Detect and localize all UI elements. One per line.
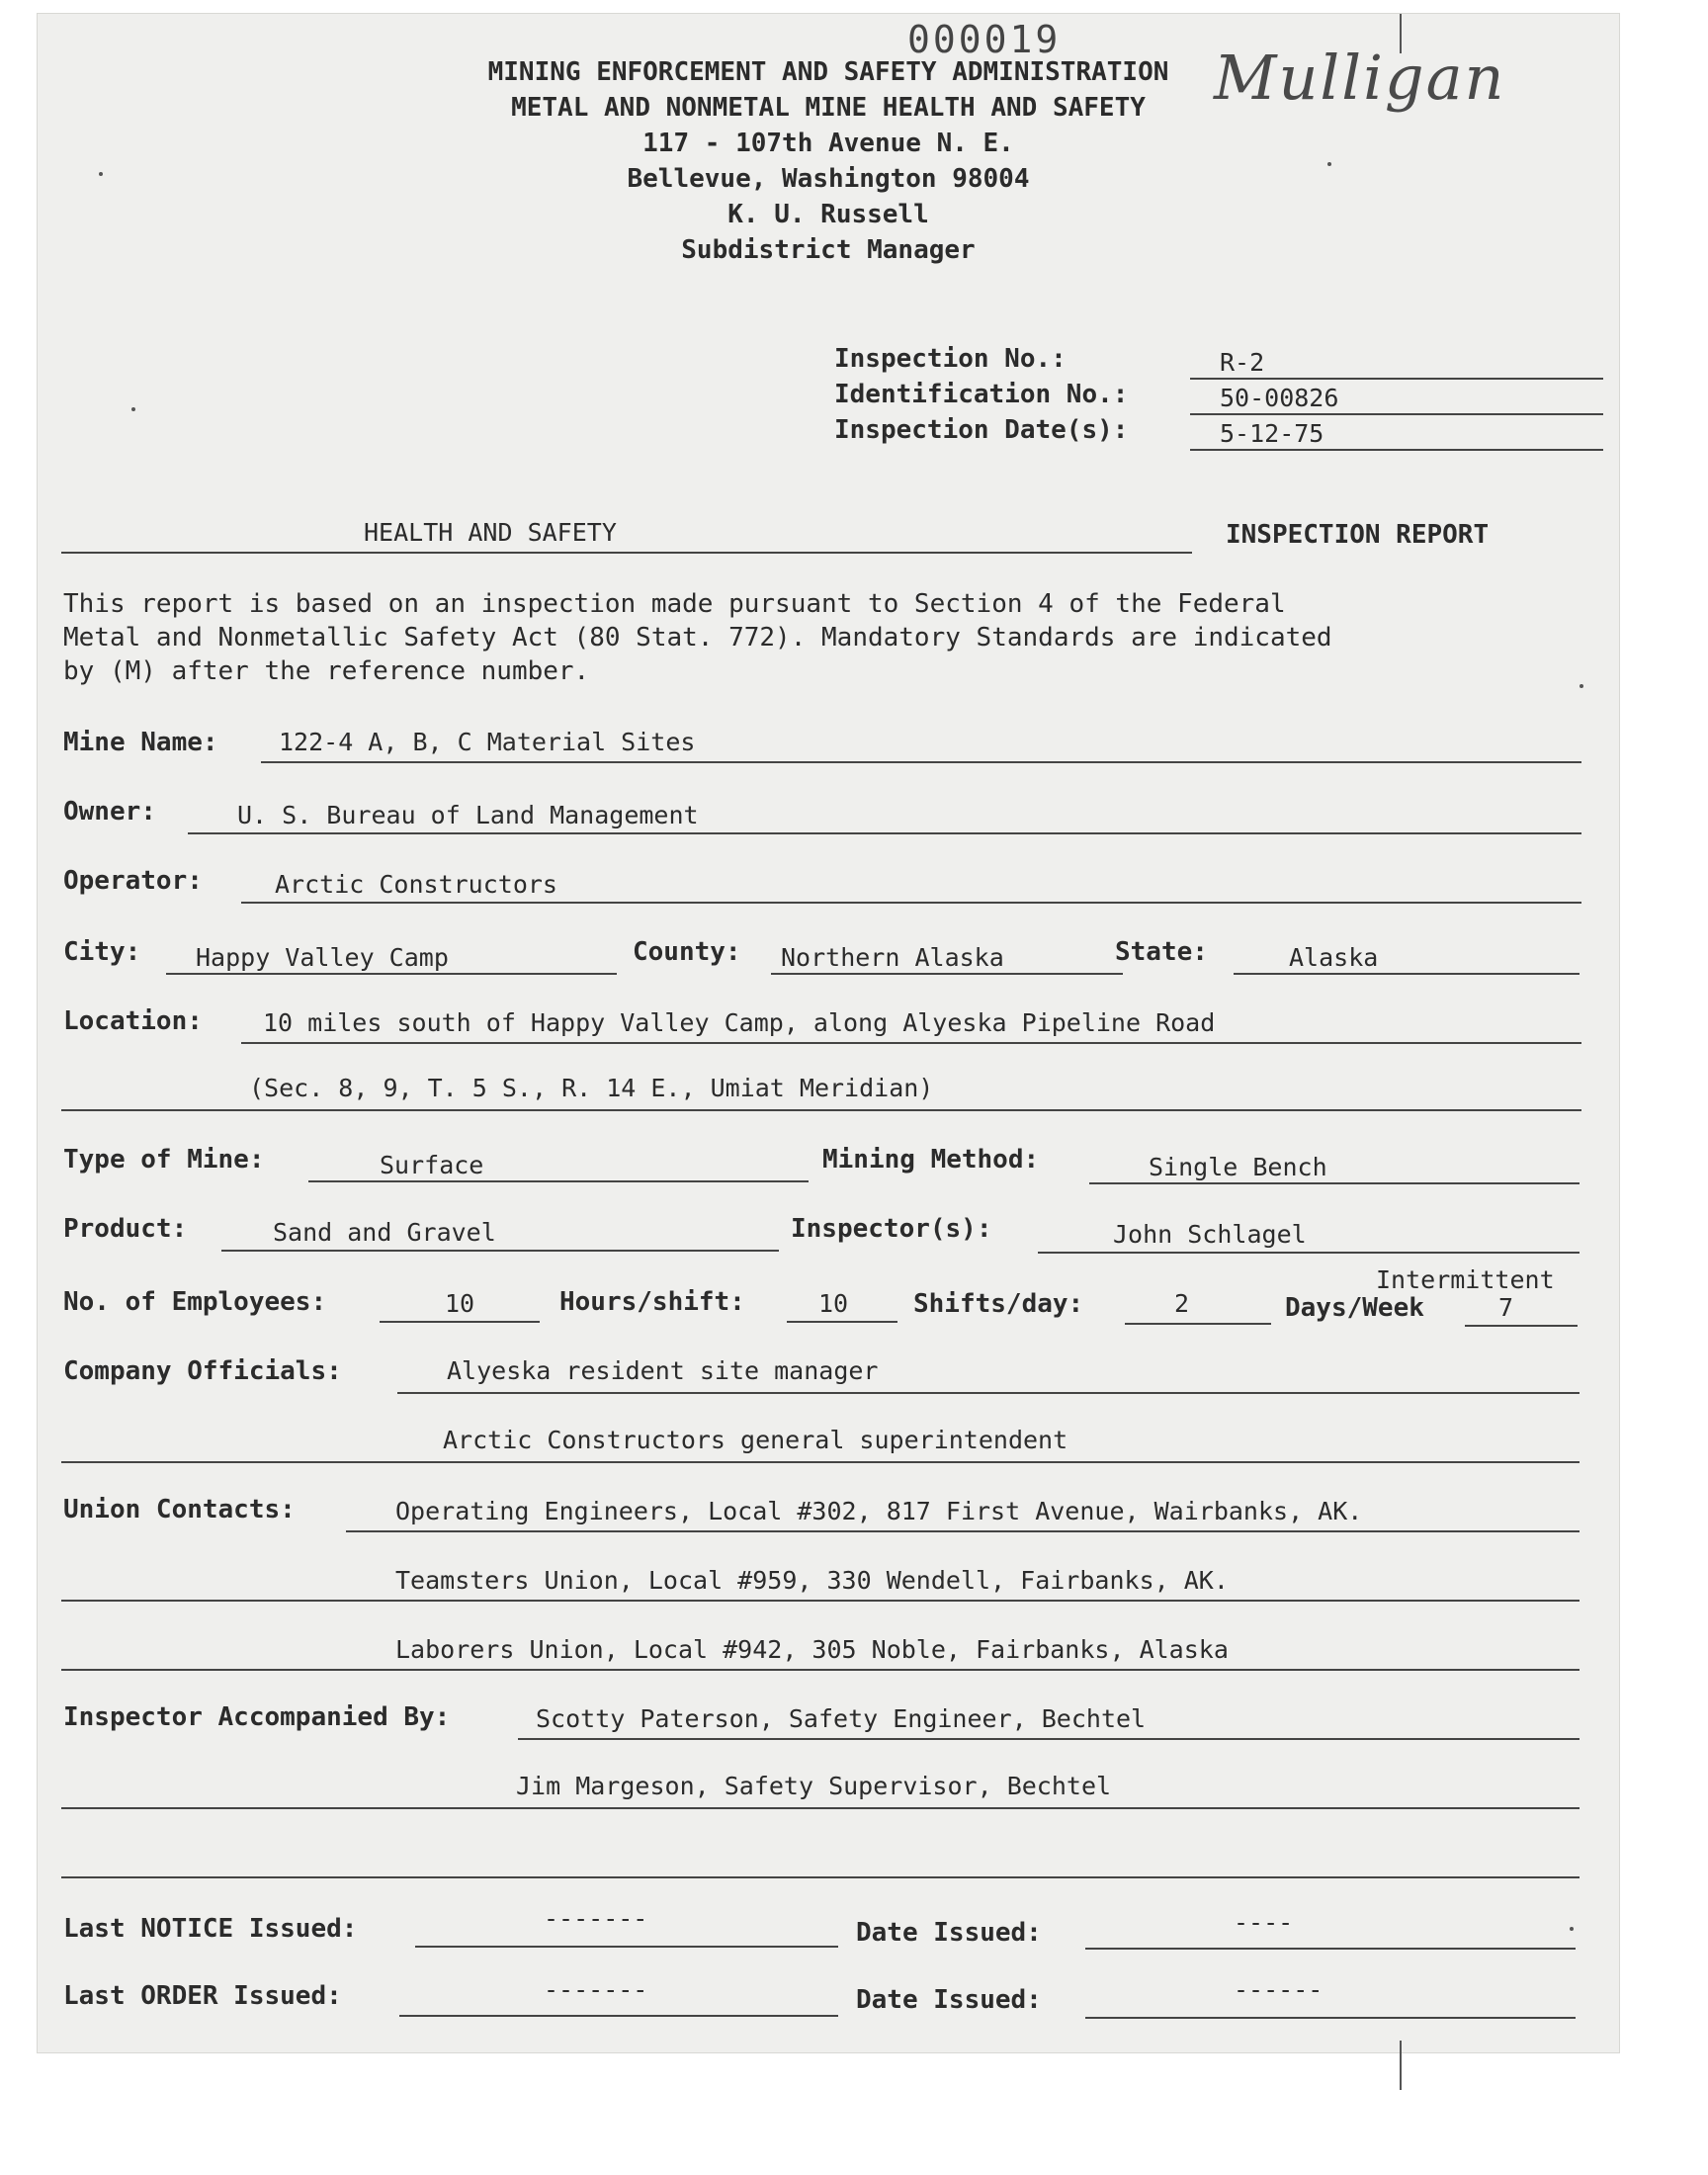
county-label: County: [633,937,741,967]
city-address: Bellevue, Washington 98004 [627,164,1030,194]
union-contact-3: Laborers Union, Local #942, 305 Noble, Fairbanks, Alaska [395,1635,1229,1664]
identification-no-value: 50-00826 [1220,384,1339,412]
product-label: Product: [63,1214,188,1244]
scan-speck [1570,1927,1574,1931]
last-notice-value: ------- [544,1904,648,1933]
mine-name-value: 122-4 A, B, C Material Sites [279,728,696,756]
days-note: Intermittent [1376,1265,1555,1294]
scan-speck [131,407,135,411]
manager-title: Subdistrict Manager [681,235,976,265]
intro-line-2: Metal and Nonmetallic Safety Act (80 Stat. 772). Mandatory Standards are indicated [63,623,1332,652]
intro-line-1: This report is based on an inspection made pursuant to Section 4 of the Federal [63,589,1286,619]
document-stamp-number: 000019 [907,18,1062,61]
identification-no-label: Identification No.: [834,380,1129,409]
union-label: Union Contacts: [63,1495,296,1524]
city-label: City: [63,937,141,967]
inspectors-label: Inspector(s): [791,1214,992,1244]
owner-label: Owner: [63,797,156,826]
accompanied-2: Jim Margeson, Safety Supervisor, Bechtel [516,1772,1112,1800]
official-2: Arctic Constructors general superintendent [443,1426,1068,1454]
state-value: Alaska [1289,943,1379,972]
official-1: Alyeska resident site manager [447,1356,879,1385]
last-order-label: Last ORDER Issued: [63,1981,342,2011]
location-label: Location: [63,1006,203,1036]
order-date-value: ------ [1234,1975,1324,2004]
hours-label: Hours/shift: [559,1287,745,1317]
mine-name-label: Mine Name: [63,728,218,757]
days-label: Days/Week [1285,1293,1424,1323]
division-name: METAL AND NONMETAL MINE HEALTH AND SAFETY [511,93,1146,123]
inspection-dates-value: 5-12-75 [1220,419,1324,448]
operator-value: Arctic Constructors [275,870,557,899]
city-value: Happy Valley Camp [196,943,449,972]
street-address: 117 - 107th Avenue N. E. [642,129,1014,158]
mining-method-label: Mining Method: [822,1145,1040,1174]
report-page [38,14,1619,2052]
union-contact-1: Operating Engineers, Local #302, 817 First Avenue, Wairbanks, AK. [395,1497,1363,1525]
type-of-mine-label: Type of Mine: [63,1145,265,1174]
scan-mark [1400,2041,1402,2090]
inspectors-value: John Schlagel [1113,1220,1307,1249]
officials-label: Company Officials: [63,1356,342,1386]
scan-speck [1580,684,1583,688]
accompanied-1: Scotty Paterson, Safety Engineer, Bechtel [536,1704,1147,1733]
accompanied-label: Inspector Accompanied By: [63,1702,451,1732]
agency-name: MINING ENFORCEMENT AND SAFETY ADMINISTRATION [487,57,1169,87]
product-value: Sand and Gravel [273,1218,496,1247]
manager-name: K. U. Russell [727,200,929,229]
operator-label: Operator: [63,866,203,896]
state-label: State: [1115,937,1208,967]
location-line-2: (Sec. 8, 9, T. 5 S., R. 14 E., Umiat Meridian) [249,1074,934,1102]
last-order-value: ------- [544,1975,648,2004]
county-value: Northern Alaska [781,943,1004,972]
union-contact-2: Teamsters Union, Local #959, 330 Wendell, Fairbanks, AK. [395,1566,1229,1595]
days-value: 7 [1498,1293,1514,1322]
shifts-value: 2 [1174,1289,1190,1318]
inspection-dates-label: Inspection Date(s): [834,415,1129,445]
report-title-left: HEALTH AND SAFETY [364,518,617,547]
hours-value: 10 [818,1289,849,1318]
location-line-1: 10 miles south of Happy Valley Camp, along Alyeska Pipeline Road [263,1008,1216,1037]
employees-value: 10 [445,1289,475,1318]
inspection-no-value: R-2 [1220,348,1265,377]
type-of-mine-value: Surface [380,1151,484,1179]
handwritten-signature: Mulligan [1214,42,1506,114]
notice-date-label: Date Issued: [856,1918,1042,1948]
order-date-label: Date Issued: [856,1985,1042,2015]
employees-label: No. of Employees: [63,1287,327,1317]
intro-line-3: by (M) after the reference number. [63,656,590,686]
owner-value: U. S. Bureau of Land Management [237,801,699,829]
report-title-right: INSPECTION REPORT [1226,520,1490,550]
notice-date-value: ---- [1234,1908,1294,1937]
last-notice-label: Last NOTICE Issued: [63,1914,358,1944]
shifts-label: Shifts/day: [913,1289,1084,1319]
inspection-no-label: Inspection No.: [834,344,1067,374]
mining-method-value: Single Bench [1149,1153,1327,1181]
